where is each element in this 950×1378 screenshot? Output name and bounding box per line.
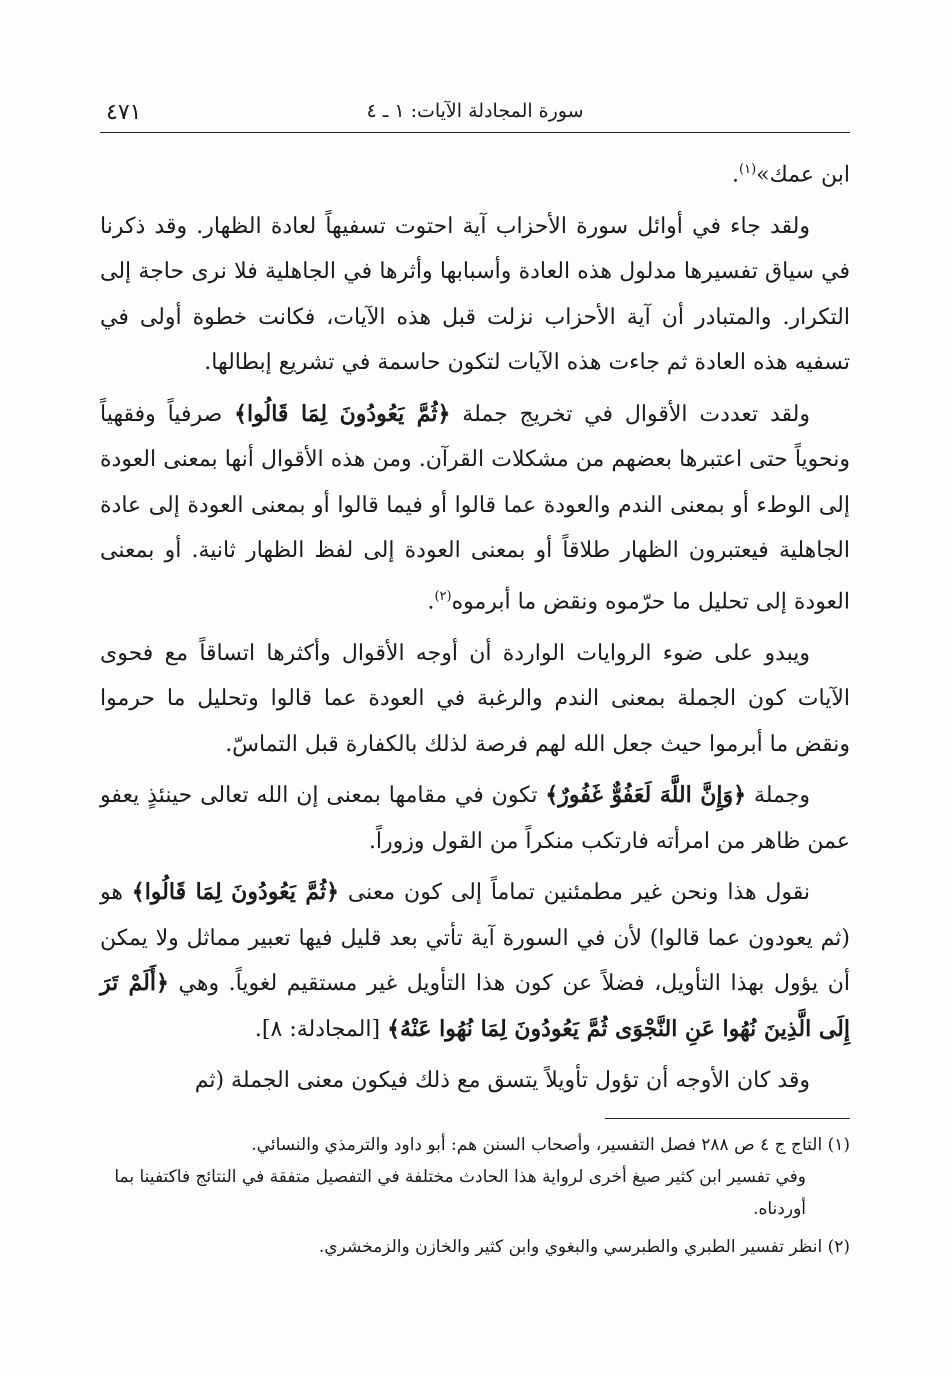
quran-quote: ﴿ثُمَّ يَعُودُونَ لِمَا قَالُوا﴾ [131,879,340,906]
footnote-separator [605,1118,850,1119]
footnote-1: (١) التاج ج ٤ ص ٢٨٨ فصل التفسير، وأصحاب السنن هم: أبو داود والترمذي والنسائي. [251,1134,850,1155]
paragraph-7: وقد كان الأوجه أن تؤول تأويلاً يتسق مع ذلك فيكون معنى الجملة (ثم [194,1068,810,1094]
footnote-ref-1[interactable]: (١) [739,162,757,177]
paragraph-2: ولقد جاء في أوائل سورة الأحزاب آية احتوت تسفيهاً لعادة الظهار. وقد ذكرنا في سياق تفسيرها مدلول هذه العادة وأسبابها وأثرها في الجاهلية فلا نرى حاجة إلى التكرار. والمتبادر أن آية الأحزاب نزلت قبل هذه الآيات، فكانت خطوة أولى في تسفيه هذه العادة ثم جاءت هذه الآيات لتكون حاسمة في تشريع إبطالها. [100,213,850,376]
paragraph-1: ابن عمك»$^{(١)}$. [732,162,850,188]
quran-quote: ﴿ثُمَّ يَعُودُونَ لِمَا قَالُوا﴾ [234,400,451,427]
footnote-ref-2[interactable]: (٢) [434,588,452,604]
quran-quote: ﴿أَلَمْ تَرَ إِلَى الَّذِينَ نُهُوا عَنِ النَّجْوَى ثُمَّ يَعُودُونَ لِمَا نُهُوا عَنْهُ﴾ [100,970,850,1042]
paragraph-5: وجملة ﴿وَإِنَّ اللَّهَ لَعَفُوٌّ غَفُورٌ﴾ تكون في مقامها بمعنى إن الله تعالى حينئذٍ يعفو عمن ظاهر من امرأته فارتكب منكراً من القول وزوراً. [100,782,850,854]
paragraph-4: ويبدو على ضوء الروايات الواردة أن أوجه الأقوال وأكثرها اتساقاً مع فحوى الآيات كون الجملة بمعنى الندم والرغبة في العودة عما قالوا وتحليل ما حرموا ونقض ما أبرموا حيث جعل الله لهم فرصة لذلك بالكفارة قبل التماسّ. [100,640,850,757]
running-title: سورة المجادلة الآيات: ١ ـ ٤ [366,100,584,122]
paragraph-3: ولقد تعددت الأقوال في تخريج جملة ﴿ثُمَّ يَعُودُونَ لِمَا قَالُوا﴾ صرفياً وفقهياً ونحوياً حتى اعتبرها بعضهم من مشكلات القرآن. ومن هذه الأقوال أنها بمعنى العودة إلى الوطء أو بمعنى الندم والعودة عما قالوا أو فيما قالوا أو بمعنى العودة إلى عادة الجاهلية فيعتبرون الظهار طلاقاً أو بمعنى العودة إلى لفظ الظهار ثانية. أو بمعنى العودة إلى تحليل ما حرّموه ونقض ما أبرموه$^{(٢)}$. [100,400,850,615]
running-header [100,98,850,133]
footnotes [100,1129,850,1263]
quran-quote: ﴿وَإِنَّ اللَّهَ لَعَفُوٌّ غَفُورٌ﴾ [545,782,747,809]
paragraph-6: نقول هذا ونحن غير مطمئنين تماماً إلى كون معنى ﴿ثُمَّ يَعُودُونَ لِمَا قَالُوا﴾ هو (ثم يعودون عما قالوا) لأن في السورة آية تأتي بعد قليل فيها تعبير مماثل ولا يمكن أن يؤول بهذا التأويل، فضلاً عن كون هذا التأويل غير مستقيم لغوياً. وهي ﴿أَلَمْ تَرَ إِلَى الَّذِينَ نُهُوا عَنِ النَّجْوَى ثُمَّ يَعُودُونَ لِمَا نُهُوا عَنْهُ﴾ [المجادلة: ٨]. [100,879,850,1042]
footnote-2: (٢) انظر تفسير الطبري والطبرسي والبغوي وابن كثير والخازن والزمخشري. [318,1236,850,1257]
main-text [100,147,850,1104]
book-page [100,98,850,1263]
page-number: ٤٧١ [106,100,142,125]
footnote-1-continued: وفي تفسير ابن كثير صيغ أخرى لرواية هذا الحادث مختلفة في التفصيل متفقة في النتائج فاكتفينا بما أوردناه. [114,1166,806,1219]
